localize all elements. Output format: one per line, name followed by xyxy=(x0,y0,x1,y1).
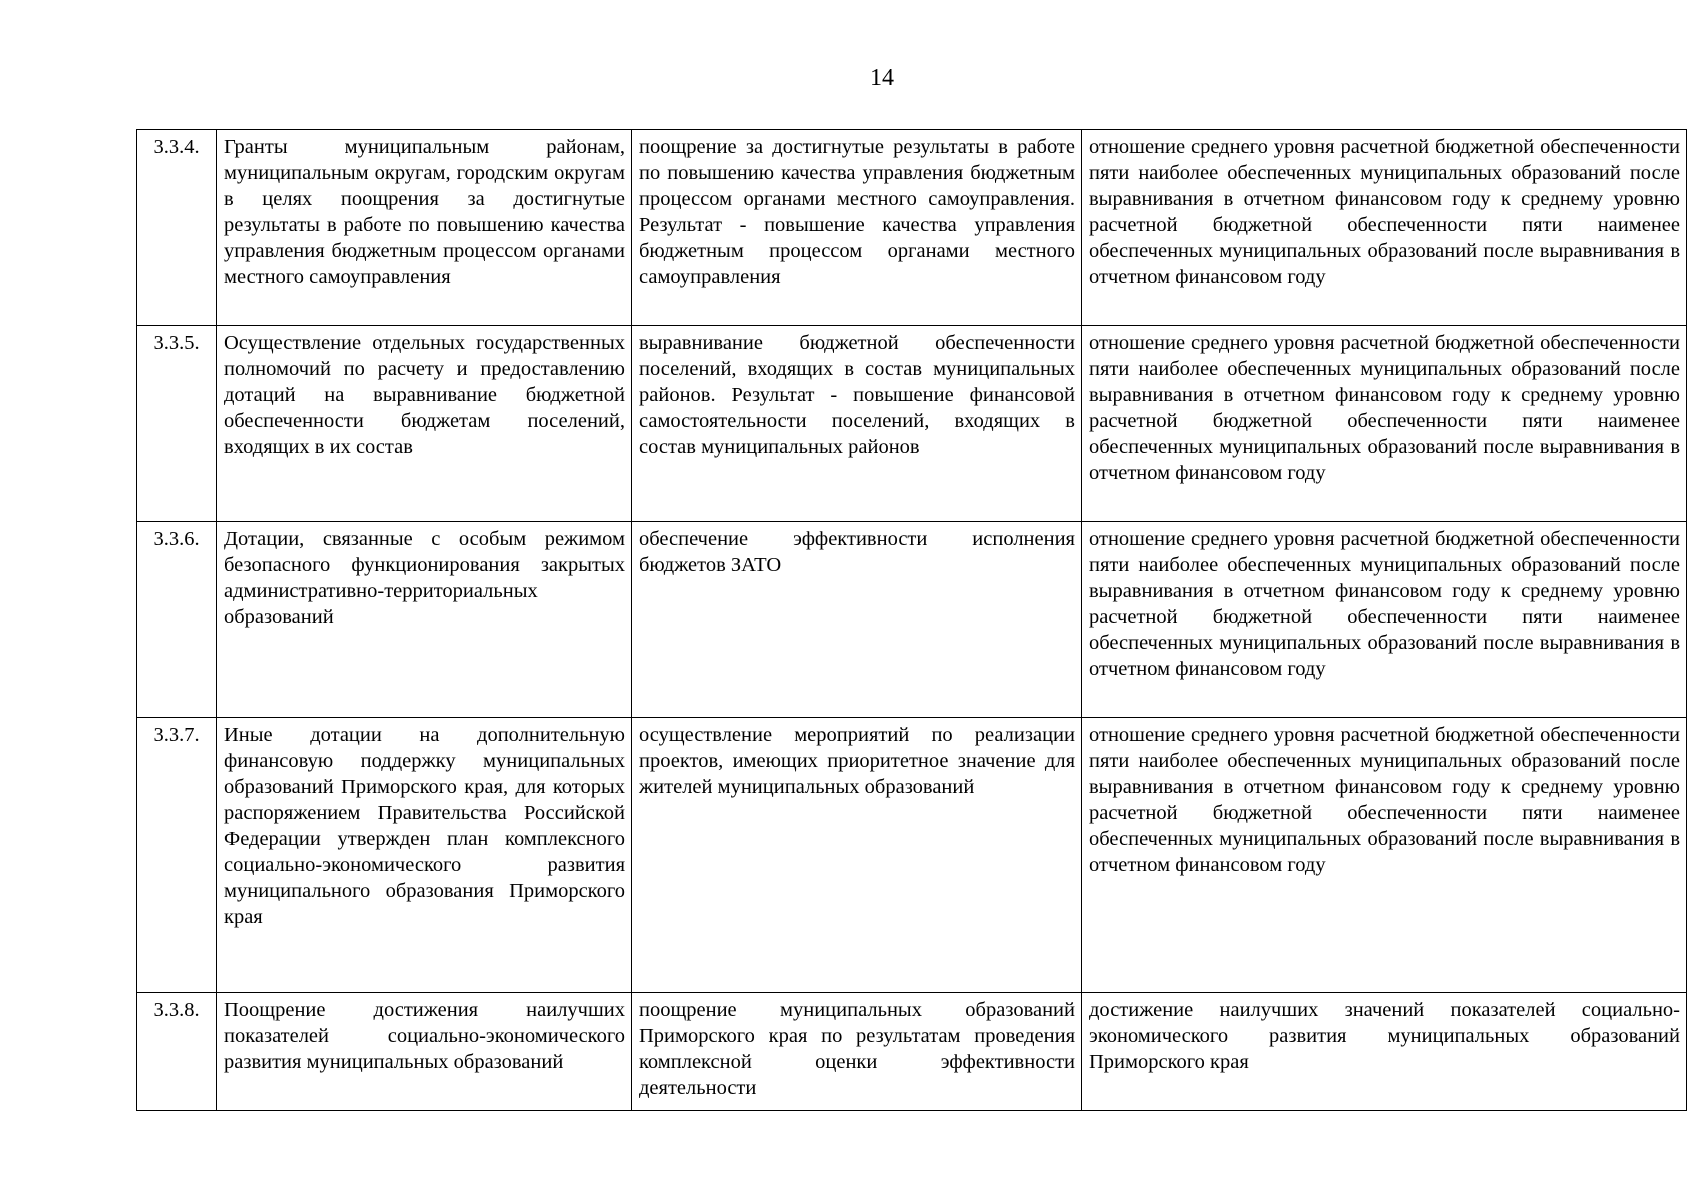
measure-indicator: отношение среднего уровня расчетной бюджетной обеспеченности пяти наиболее обеспеченных муниципальных образований после выравнивания в отчетном финансовом году к среднему уровню расчетной бюджетной обеспеченности пяти наименее обеспеченных муниципальных образований после выравнивания в отчетном финансовом году xyxy=(1082,522,1687,718)
table-row xyxy=(137,993,1687,1111)
table-row xyxy=(137,522,1687,718)
measure-indicator: отношение среднего уровня расчетной бюджетной обеспеченности пяти наиболее обеспеченных муниципальных образований после выравнивания в отчетном финансовом году к среднему уровню расчетной бюджетной обеспеченности пяти наименее обеспеченных муниципальных образований после выравнивания в отчетном финансовом году xyxy=(1082,326,1687,522)
table-row xyxy=(137,718,1687,993)
measure-name: Осуществление отдельных государственных полномочий по расчету и предоставлению дотаций на выравнивание бюджетной обеспеченности бюджетам поселений, входящих в их состав xyxy=(217,326,632,522)
measure-direction: осуществление мероприятий по реализации проектов, имеющих приоритетное значение для жителей муниципальных образований xyxy=(632,718,1082,993)
measure-direction: поощрение за достигнутые результаты в работе по повышению качества управления бюджетным процессом органами местного самоуправления. Результат - повышение качества управления бюджетным процессом органами местного самоуправления xyxy=(632,130,1082,326)
measure-direction: выравнивание бюджетной обеспеченности поселений, входящих в состав муниципальных районов. Результат - повышение финансовой самостоятельности поселений, входящих в состав муниципальных районов xyxy=(632,326,1082,522)
row-number: 3.3.8. xyxy=(137,993,217,1111)
measure-indicator: отношение среднего уровня расчетной бюджетной обеспеченности пяти наиболее обеспеченных муниципальных образований после выравнивания в отчетном финансовом году к среднему уровню расчетной бюджетной обеспеченности пяти наименее обеспеченных муниципальных образований после выравнивания в отчетном финансовом году xyxy=(1082,130,1687,326)
page-number: 14 xyxy=(870,65,894,91)
measure-name: Иные дотации на дополнительную финансовую поддержку муниципальных образований Приморского края, для которых распоряжением Правительства Российской Федерации утвержден план комплексного социально-экономического развития муниципального образования Приморского края xyxy=(217,718,632,993)
measure-direction: поощрение муниципальных образований Приморского края по результатам проведения комплексной оценки эффективности деятельности xyxy=(632,993,1082,1111)
measure-direction: обеспечение эффективности исполнения бюджетов ЗАТО xyxy=(632,522,1082,718)
table-row xyxy=(137,130,1687,326)
table-row xyxy=(137,326,1687,522)
measure-name: Дотации, связанные с особым режимом безопасного функционирования закрытых административно-территориальных образований xyxy=(217,522,632,718)
measure-indicator: отношение среднего уровня расчетной бюджетной обеспеченности пяти наиболее обеспеченных муниципальных образований после выравнивания в отчетном финансовом году к среднему уровню расчетной бюджетной обеспеченности пяти наименее обеспеченных муниципальных образований после выравнивания в отчетном финансовом году xyxy=(1082,718,1687,993)
row-number: 3.3.5. xyxy=(137,326,217,522)
row-number: 3.3.7. xyxy=(137,718,217,993)
measure-name: Гранты муниципальным районам, муниципальным округам, городским округам в целях поощрения за достигнутые результаты в работе по повышению качества управления бюджетным процессом органами местного самоуправления xyxy=(217,130,632,326)
measures-table xyxy=(136,129,1687,1111)
row-number: 3.3.4. xyxy=(137,130,217,326)
row-number: 3.3.6. xyxy=(137,522,217,718)
measure-indicator: достижение наилучших значений показателей социально-экономического развития муниципальных образований Приморского края xyxy=(1082,993,1687,1111)
measure-name: Поощрение достижения наилучших показателей социально-экономического развития муниципальных образований xyxy=(217,993,632,1111)
